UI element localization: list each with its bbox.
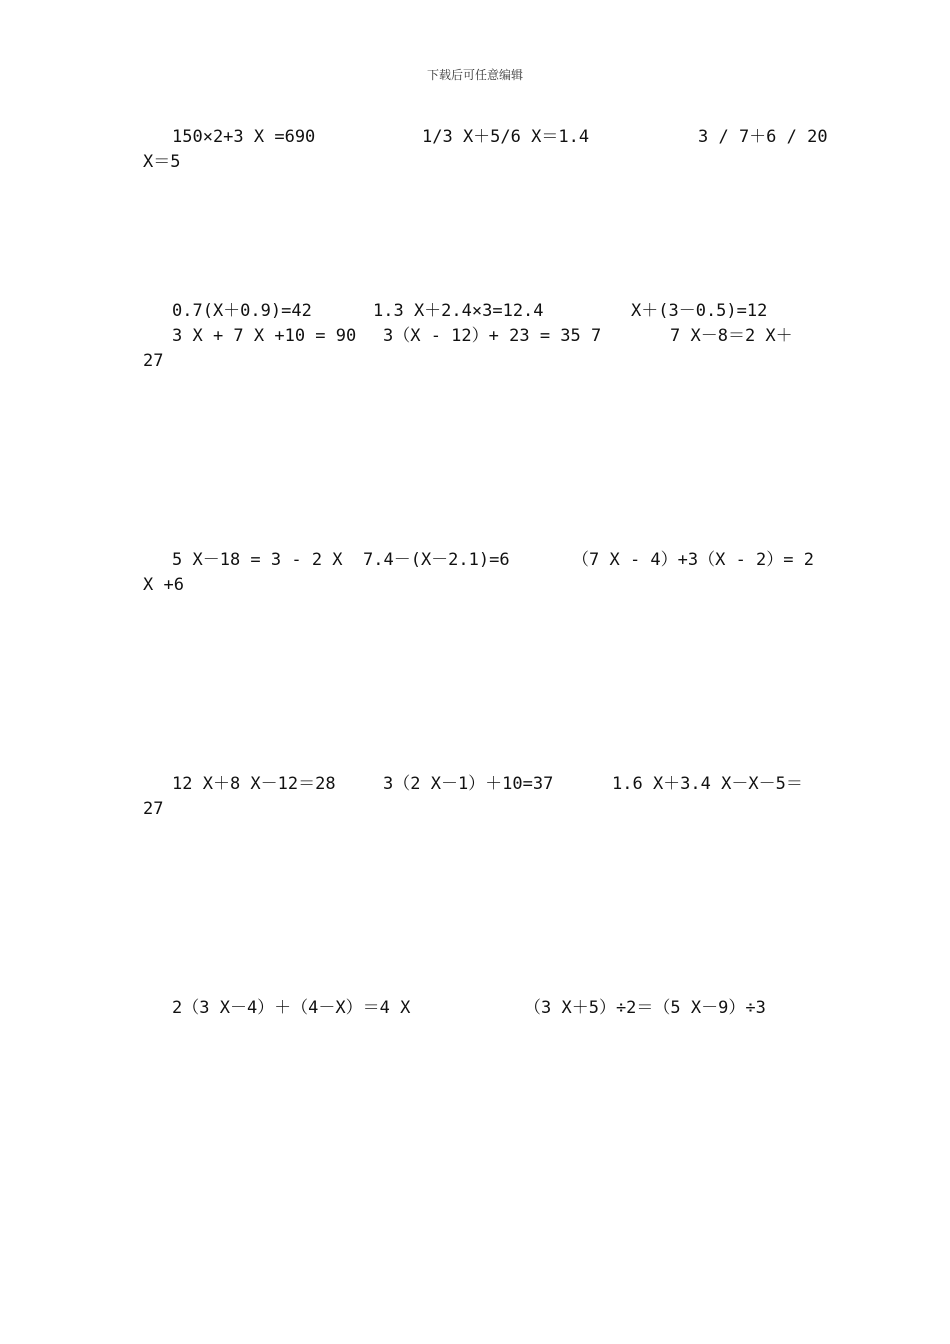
equation-2: 1/3 X＋5/6 X＝1.4 bbox=[422, 127, 590, 147]
equation-8: 3（X - 12）+ 23 = 35 7 bbox=[383, 326, 602, 346]
equation-5: 1.3 X＋2.4×3=12.4 bbox=[373, 301, 544, 321]
equation-14: 3（2 X－1）＋10=37 bbox=[383, 774, 554, 794]
equation-4: 0.7(X＋0.9)=42 bbox=[172, 301, 312, 321]
equation-9-part2: 27 bbox=[143, 351, 164, 371]
equation-3-part1: 3 / 7＋6 / 20 bbox=[698, 127, 828, 147]
equation-17: （3 X＋5）÷2＝（5 X－9）÷3 bbox=[524, 998, 766, 1018]
equation-12-part2: X +6 bbox=[143, 575, 184, 595]
equation-13: 12 X＋8 X－12＝28 bbox=[172, 774, 336, 794]
equation-3-part2: X＝5 bbox=[143, 152, 181, 172]
equation-15-part1: 1.6 X＋3.4 X－X－5＝ bbox=[612, 774, 803, 794]
equation-15-part2: 27 bbox=[143, 799, 164, 819]
equation-1: 150×2+3 X =690 bbox=[172, 127, 316, 147]
page-header: 下载后可任意编辑 bbox=[426, 68, 523, 82]
equation-16: 2（3 X－4）＋（4－X）＝4 X bbox=[172, 998, 411, 1018]
equation-9-part1: 7 X－8＝2 X＋ bbox=[670, 326, 793, 346]
equation-11: 7.4－(X－2.1)=6 bbox=[363, 550, 510, 570]
equation-12-part1: （7 X - 4）+3（X - 2）= 2 bbox=[572, 550, 814, 570]
equation-6: X＋(3－0.5)=12 bbox=[631, 301, 768, 321]
equation-10: 5 X－18 = 3 - 2 X bbox=[172, 550, 343, 570]
equation-7: 3 X + 7 X +10 = 90 bbox=[172, 326, 357, 346]
